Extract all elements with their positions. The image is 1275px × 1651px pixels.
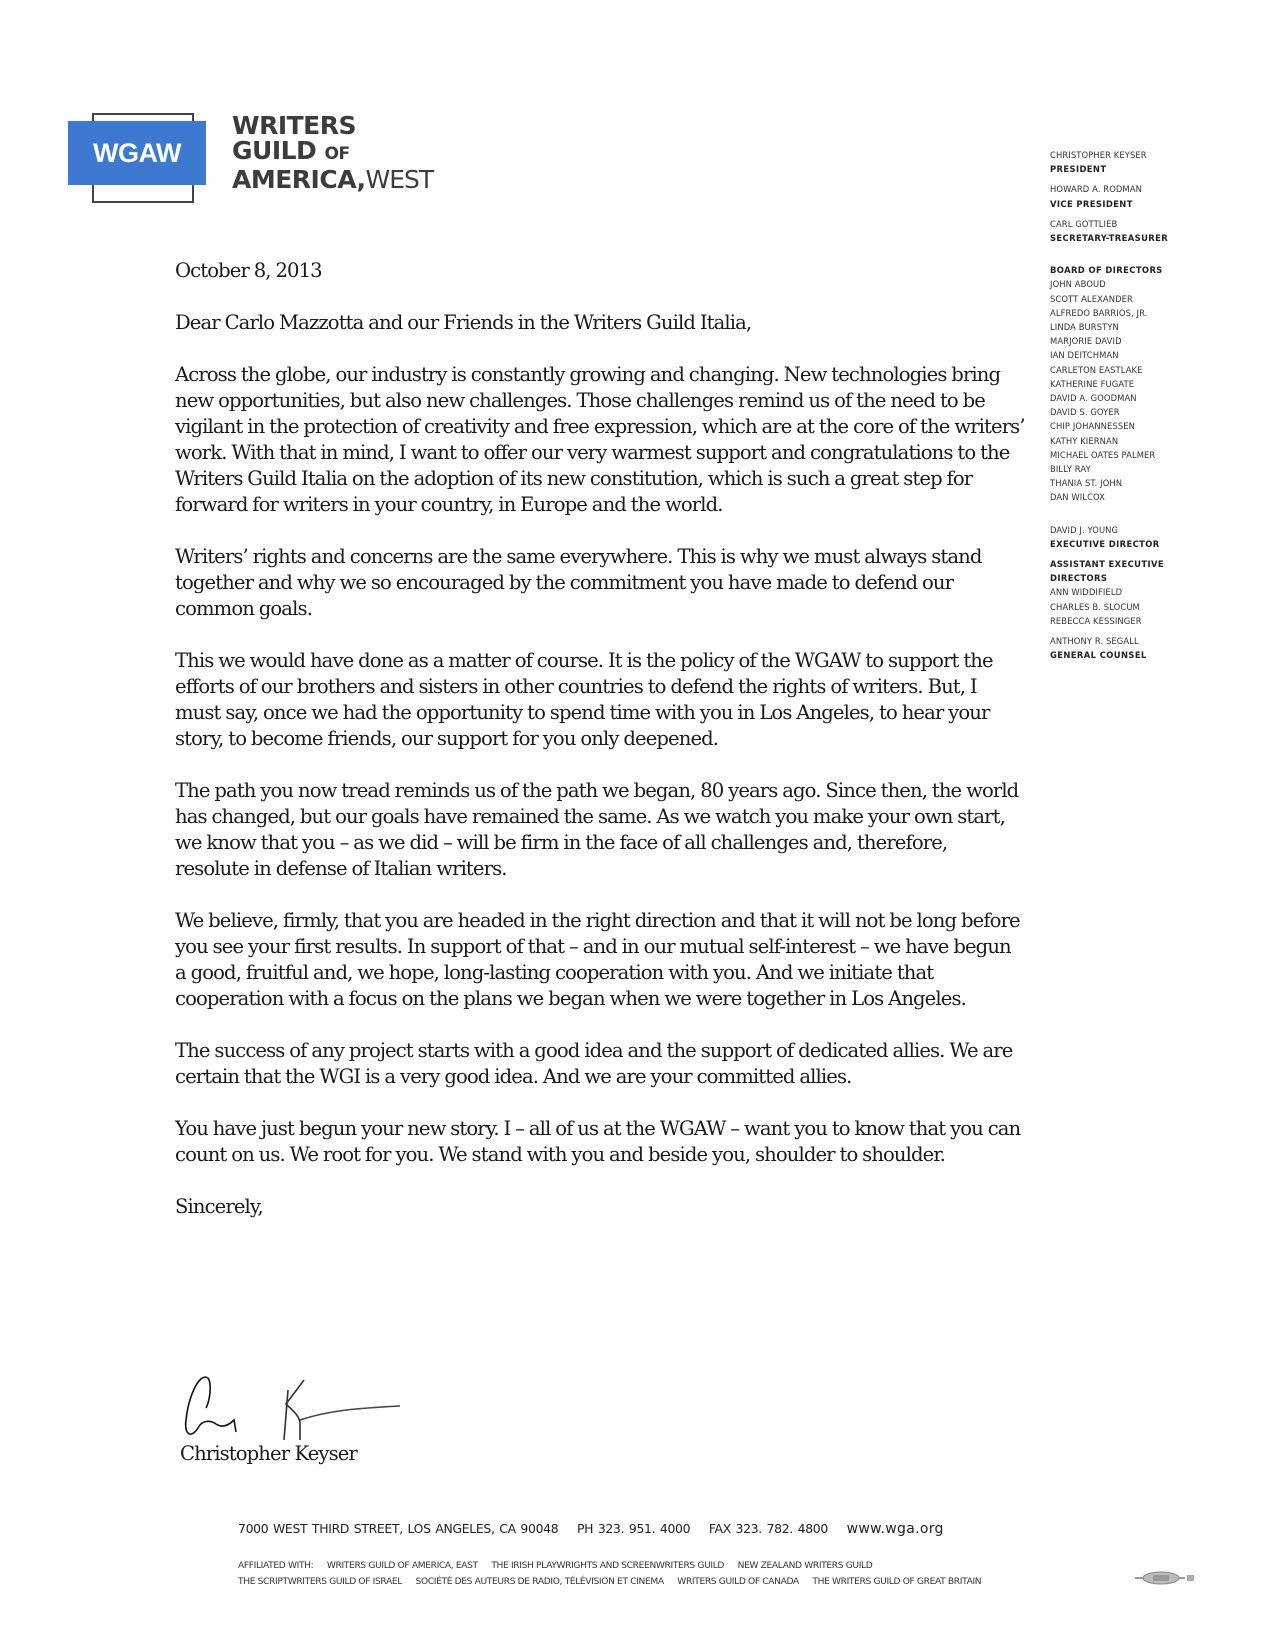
board-member: IAN DEITCHMAN <box>1050 350 1119 361</box>
executive-director-name: DAVID J. YOUNG <box>1050 524 1119 535</box>
organization-name <box>232 113 433 192</box>
paragraph: Across the globe, our industry is constantly growing and changing. New technologies bring new opportunities, but also new challenges. Those challenges remind us of the need to be vigilant in the protection of creativity and free expression, which are at the core of the writers’ work. With that in mind, I want to offer our very warmest support and congratulations to the Writers Guild Italia on the adoption of its new constitution, which is such a great step for forward for writers in your country, in Europe and the world. <box>175 363 1025 516</box>
officers-roster <box>1050 148 1250 663</box>
general-counsel-name: ANTHONY R. SEGALL <box>1050 636 1139 647</box>
assistant-name: ANN WIDDIFIELD <box>1050 587 1123 598</box>
paragraph: You have just begun your new story. I – all of us at the WGAW – want you to know that you can count on us. We root for you. We stand with you and beside you, shoulder to shoulder. <box>175 1117 1021 1166</box>
board-member: ALFREDO BARRIOS, JR. <box>1050 307 1148 318</box>
board-member: DAVID A. GOODMAN <box>1050 393 1137 404</box>
logo-text: WGAW <box>93 138 181 168</box>
board-member: DAN WILCOX <box>1050 492 1106 503</box>
affiliate: NEW ZEALAND WRITERS GUILD <box>737 1561 873 1571</box>
officer-title: SECRETARY-TREASURER <box>1050 233 1169 244</box>
board-member: KATHY KIERNAN <box>1050 435 1119 446</box>
board-member: JOHN ABOUD <box>1050 279 1106 290</box>
assistant-heading: ASSISTANT EXECUTIVE <box>1050 559 1164 570</box>
footer-phone: PH 323. 951. 4000 <box>577 1521 691 1536</box>
officer-title: VICE PRESIDENT <box>1050 198 1133 209</box>
org-line-3: AMERICA,WEST <box>232 165 434 194</box>
board-member: BILLY RAY <box>1050 464 1091 475</box>
letter-date: October 8, 2013 <box>175 259 322 282</box>
affiliated-label: AFFILIATED WITH: <box>238 1561 314 1571</box>
affiliate: THE SCRIPTWRITERS GUILD OF ISRAEL <box>238 1577 402 1587</box>
affiliate: WRITERS GUILD OF CANADA <box>677 1577 799 1587</box>
officer-name: HOWARD A. RODMAN <box>1050 184 1142 195</box>
general-counsel-title: GENERAL COUNSEL <box>1050 650 1147 661</box>
affiliate: THE IRISH PLAYWRIGHTS AND SCREENWRITERS GUILD <box>491 1561 725 1571</box>
board-member: SCOTT ALEXANDER <box>1050 293 1133 304</box>
paragraph: The path you now tread reminds us of the path we began, 80 years ago. Since then, the world has changed, but our goals have remained the same. As we watch you make your own start, we know that you – as we did – will be firm in the face of all challenges and, therefore, resolute in defense of Italian writers. <box>175 779 1019 880</box>
paragraph: This we would have done as a matter of course. It is the policy of the WGAW to support the efforts of our brothers and sisters in other countries to defend the rights of writers. But, I must say, once we had the opportunity to spend time with you in Los Angeles, to hear your story, to become friends, our support for you only deepened. <box>175 649 993 750</box>
affiliate: WRITERS GUILD OF AMERICA, EAST <box>326 1561 478 1571</box>
assistant-name: REBECCA KESSINGER <box>1050 615 1142 626</box>
board-member: CHIP JOHANNESSEN <box>1050 421 1136 432</box>
board-member: THANIA ST. JOHN <box>1050 478 1123 489</box>
board-member: DAVID S. GOYER <box>1050 407 1120 418</box>
footer-affiliations <box>238 1558 992 1590</box>
signature <box>180 1370 420 1442</box>
signer-name: Christopher Keyser <box>180 1442 357 1465</box>
affiliate: SOCIÉTÉ DES AUTEURS DE RADIO, TÉLÉVISION ET CINEMA <box>415 1577 664 1587</box>
union-bug-icon <box>1133 1571 1195 1585</box>
salutation: Dear Carlo Mazzotta and our Friends in the Writers Guild Italia, <box>175 311 752 334</box>
closing: Sincerely, <box>175 1195 263 1218</box>
affiliations-line-2 <box>238 1574 992 1590</box>
board-member: MICHAEL OATES PALMER <box>1050 449 1156 460</box>
footer-fax: FAX 323. 782. 4800 <box>708 1521 828 1536</box>
board-heading: BOARD OF DIRECTORS <box>1050 265 1163 276</box>
footer-address: 7000 WEST THIRD STREET, LOS ANGELES, CA 90048 <box>238 1521 559 1536</box>
board-member: MARJORIE DAVID <box>1050 336 1122 347</box>
board-member: KATHERINE FUGATE <box>1050 378 1135 389</box>
affiliations-line-1 <box>238 1558 992 1574</box>
assistant-name: CHARLES B. SLOCUM <box>1050 601 1140 612</box>
footer-website[interactable]: www.wga.org <box>846 1521 944 1537</box>
letter-body <box>175 258 1025 1220</box>
officer-name: CHRISTOPHER KEYSER <box>1050 150 1147 160</box>
board-member: LINDA BURSTYN <box>1050 322 1119 333</box>
footer-contact <box>238 1521 958 1537</box>
org-line-2: GUILD OF <box>232 136 350 165</box>
officer-title: PRESIDENT <box>1050 164 1107 175</box>
executive-director-title: EXECUTIVE DIRECTOR <box>1050 538 1160 549</box>
officer-name: CARL GOTTLIEB <box>1050 218 1118 229</box>
paragraph: We believe, firmly, that you are headed in the right direction and that it will not be long before you see your first results. In support of that – and in our mutual self-interest – we have begun a good, fruitful and, we hope, long-lasting cooperation with you. And we initiate that cooperation with a focus on the plans we began when we were together in Los Angeles. <box>175 909 1020 1010</box>
paragraph: Writers’ rights and concerns are the same everywhere. This is why we must always stand together and why we so encouraged by the commitment you have made to defend our common goals. <box>175 545 982 620</box>
assistant-heading: DIRECTORS <box>1050 573 1108 584</box>
org-line-1: WRITERS <box>232 111 357 140</box>
affiliate: THE WRITERS GUILD OF GREAT BRITAIN <box>812 1577 982 1587</box>
paragraph: The success of any project starts with a good idea and the support of dedicated allies. We are certain that the WGI is a very good idea. And we are your committed allies. <box>175 1039 1013 1088</box>
board-list <box>1050 277 1250 504</box>
board-member: CARLETON EASTLAKE <box>1050 364 1143 375</box>
